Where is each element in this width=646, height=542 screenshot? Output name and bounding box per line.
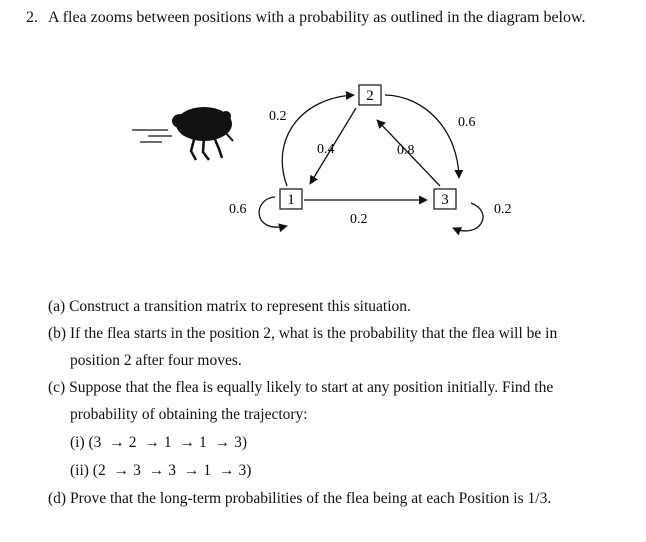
part-c-line2: probability of obtaining the trajectory: <box>70 406 308 423</box>
part-c-i-label: (i) (3 <box>70 434 102 451</box>
trajectory-step: 3) <box>238 462 252 479</box>
part-d: (d) Prove that the long-term probabilities of the flea being at each Position is 1/3. <box>48 490 552 507</box>
part-b-line2: position 2 after four moves. <box>70 352 242 369</box>
part-c-i <box>70 432 247 454</box>
trajectory-step: 1 <box>199 434 207 451</box>
state-3-label: 3 <box>441 192 449 208</box>
arrow-icon: → <box>109 434 125 451</box>
part-a: (a) Construct a transition matrix to represent this situation. <box>48 298 411 315</box>
state-2-box <box>359 85 381 105</box>
arrow-icon: → <box>148 462 165 479</box>
arrow-icon: → <box>113 462 130 479</box>
trajectory-step: 1 <box>163 434 172 451</box>
part-c-ii <box>70 460 251 482</box>
trajectory-step: 2 <box>128 434 137 451</box>
part-c-ii-label: (ii) (2 <box>70 462 106 479</box>
trajectory-step: 3) <box>234 434 248 451</box>
arrow-icon: → <box>144 434 160 451</box>
arrow-icon: → <box>183 462 200 479</box>
label-p32: 0.8 <box>397 143 415 158</box>
flea-illustration <box>132 107 233 160</box>
label-p13: 0.2 <box>350 212 368 227</box>
label-p21: 0.4 <box>317 142 335 157</box>
arrow-icon: → <box>218 462 235 479</box>
part-b-line1: (b) If the flea starts in the position 2, what is the probability that the flea will be in <box>48 325 558 342</box>
state-1-box <box>280 189 302 209</box>
arrow-icon: → <box>179 434 196 451</box>
label-p12: 0.2 <box>269 109 287 124</box>
trajectory-step: 3 <box>133 462 141 479</box>
label-p33: 0.2 <box>494 202 512 217</box>
arrow-2-to-3 <box>385 95 459 178</box>
part-c-line1: (c) Suppose that the flea is equally likely to start at any position initially. Find the <box>48 379 554 396</box>
state-1-label: 1 <box>287 192 295 208</box>
question-number: 2. <box>26 9 38 26</box>
label-p23: 0.6 <box>458 115 476 130</box>
label-p11: 0.6 <box>229 202 247 217</box>
question-text: A flea zooms between positions with a probability as outlined in the diagram below. <box>48 9 586 26</box>
arrow-1-to-2 <box>282 95 354 186</box>
state-2-label: 2 <box>366 88 374 104</box>
trajectory-step: 3 <box>168 462 176 479</box>
trajectory-step: 1 <box>203 462 212 479</box>
arrow-icon: → <box>214 434 231 451</box>
loop-3 <box>453 203 483 231</box>
state-3-box <box>434 189 456 209</box>
